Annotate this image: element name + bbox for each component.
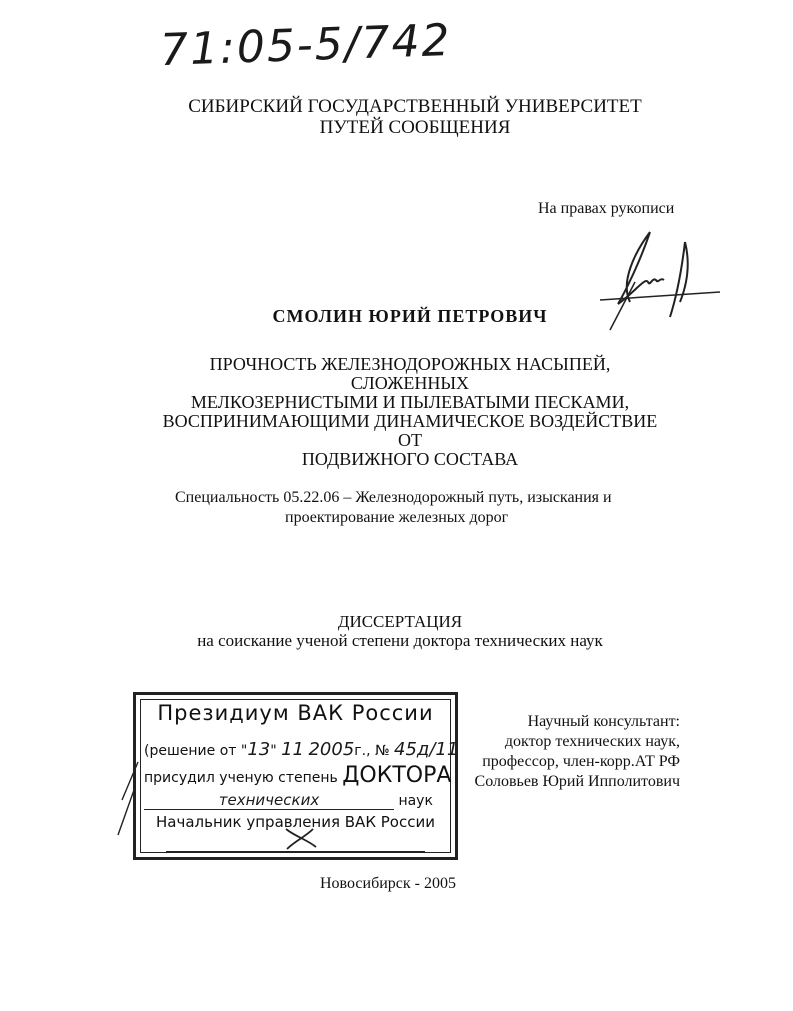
consultant-title: профессор, член-корр.АТ РФ [482, 753, 680, 770]
decision-prefix: (решение от " [144, 743, 248, 759]
vak-stamp [133, 692, 458, 860]
specialty-line-1: Специальность 05.22.06 – Железнодорожный путь, изыскания и [175, 489, 612, 506]
title-line-3: ВОСПРИНИМАЮЩИМИ ДИНАМИЧЕСКОЕ ВОЗДЕЙСТВИЕ ОТ [162, 411, 658, 450]
author-name: СМОЛИН ЮРИЙ ПЕТРОВИЧ [272, 306, 548, 326]
decision-number: 45д/11 [394, 739, 459, 760]
decision-year: 2005 [308, 739, 355, 760]
consultant-name: Соловьев Юрий Ипполитович [474, 773, 680, 790]
decision-month: 11 [281, 739, 305, 760]
decision-day: 13 [247, 739, 271, 760]
science-field: технических [144, 791, 394, 810]
stamp-science [144, 791, 450, 810]
margin-strokes [112, 760, 142, 840]
title-line-1: ПРОЧНОСТЬ ЖЕЛЕЗНОДОРОЖНЫХ НАСЫПЕЙ, СЛОЖЕННЫХ [209, 354, 611, 393]
dissertation-title [150, 355, 670, 469]
university-name [160, 96, 670, 138]
title-line-2: МЕЛКОЗЕРНИСТЫМИ И ПЫЛЕВАТЫМИ ПЕСКАМИ, [190, 392, 630, 412]
awarded-degree: ДОКТОРА [342, 763, 452, 788]
stamp-chief: Начальник управления ВАК России [156, 813, 435, 831]
specialty [175, 488, 655, 528]
university-line-1: СИБИРСКИЙ ГОСУДАРСТВЕННЫЙ УНИВЕРСИТЕТ [188, 96, 642, 117]
archive-number: 71:05-5/742 [159, 14, 453, 77]
university-line-2: ПУТЕЙ СООБЩЕНИЯ [319, 117, 511, 138]
manuscript-rights: На правах рукописи [538, 200, 675, 217]
consultant-degree: доктор технических наук, [504, 733, 680, 750]
city-year: Новосибирск - 2005 [320, 875, 456, 892]
science-suffix: наук [398, 793, 433, 809]
stamp-title: Президиум ВАК России [157, 701, 434, 725]
awarded-prefix: присудил ученую степень [144, 770, 338, 786]
decision-year-suffix: г., № [354, 743, 390, 759]
stamp-signature [281, 825, 321, 851]
stamp-signature-line [166, 833, 425, 852]
specialty-line-2: проектирование железных дорог [285, 509, 509, 526]
stamp-decision: (решение от "13" 11 2005г., № 45д/11 [144, 739, 459, 760]
consultant-label: Научный консультант: [527, 713, 680, 730]
dissertation-degree: на соискание ученой степени доктора технических наук [197, 631, 603, 650]
title-line-4: ПОДВИЖНОГО СОСТАВА [301, 449, 519, 469]
stamp-awarded [144, 763, 451, 788]
dissertation-heading [190, 612, 610, 650]
dissertation-label: ДИССЕРТАЦИЯ [337, 612, 463, 631]
scientific-consultant [450, 712, 680, 792]
